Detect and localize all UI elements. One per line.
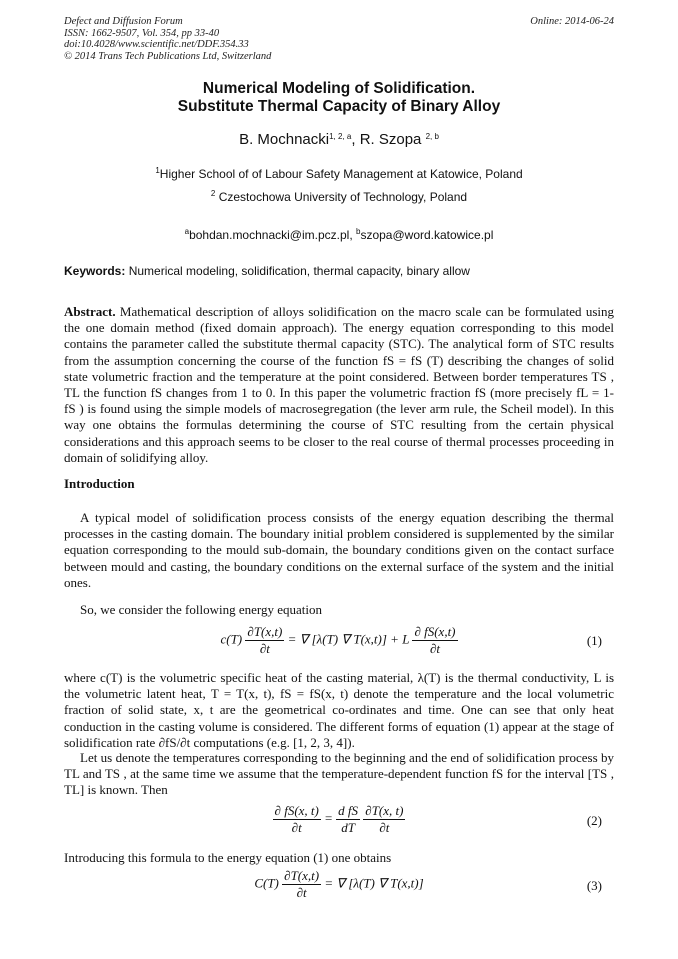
aff2-text: Czestochowa University of Technology, Poland [218, 190, 468, 204]
eq2-b-num: d fS [338, 803, 359, 818]
email-b[interactable]: szopa@word.katowice.pl [360, 228, 494, 242]
eq1-lhs-den: ∂t [259, 641, 270, 656]
keywords-text: Numerical modeling, solidification, thermal capacity, binary allow [125, 264, 470, 278]
paragraph-introducing: Introducing this formula to the energy equation (1) one obtains [64, 850, 392, 865]
eq2-b-den: dT [341, 820, 355, 835]
author-2: R. Szopa [359, 131, 422, 148]
issn-line: ISSN: 1662-9507, Vol. 354, pp 33-40 [64, 27, 220, 39]
eq2-fraction-b [336, 803, 360, 836]
aff2-sup: 2 [210, 189, 216, 198]
eq2-fraction-a [273, 803, 321, 836]
abstract [64, 304, 614, 466]
author-1-sup: 1, 2, a [329, 132, 352, 141]
equation-2-number: (2) [586, 813, 602, 828]
eq2-a-den: ∂t [291, 820, 302, 835]
eq2-c-num: ∂T(x, t) [365, 803, 404, 818]
eq3-rhs: = ∇ [λ(T) ∇ T(x,t)] [324, 875, 424, 891]
eq2-a-num: ∂ fS(x, t) [274, 803, 319, 818]
journal-header [64, 16, 271, 62]
eq2-equals: = [324, 810, 337, 826]
paragraph-after-eq1: where c(T) is the volumetric specific heat of the casting material, λ(T) is the thermal conductivity, L is the volumetric latent heat, T = T(x, t), fS = fS(x, t) denote the temperature and the local volumetric fraction of solid state, x, t are the geometrical co-ordinates and time. One can see that only heat conduction in the casting volume is considered. The different forms of equation (1) appear at the stage of solidification rate ∂fS/∂t computations (e.g. [1, 2, 3, 4]). [64, 670, 614, 750]
eq1-middle: = ∇ [λ(T) ∇ T(x,t)] + L [287, 631, 410, 647]
eq1-rhs-den: ∂t [429, 641, 440, 656]
doi-line: doi:10.4028/www.scientific.net/DDF.354.33 [64, 39, 249, 50]
keywords [64, 264, 616, 278]
eq3-lhs-fraction [282, 868, 321, 901]
aff1-sup: 1 [155, 166, 160, 175]
journal-name: Defect and Diffusion Forum [64, 16, 183, 27]
eq3-lhs-prefix: C(T) [254, 875, 279, 891]
eq2-fraction-c [363, 803, 405, 836]
eq1-lhs-num: ∂T(x,t) [247, 624, 283, 639]
intro-paragraph-2: So, we consider the following energy equation [80, 602, 323, 617]
author-separator: , [351, 131, 360, 148]
equation-3 [64, 868, 614, 901]
author-1: B. Mochnacki [239, 131, 330, 148]
affiliation-1 [0, 167, 678, 181]
intro-paragraph-1: A typical model of solidification process consists of the energy equation describing the thermal processes in the casting domain. The boundary initial problem considered is supplemented by the similar equation corresponding to the mould sub-domain, the boundary conditions given on the contact surface between mould and casting, the boundary conditions on the external surface of the system and the initial ones. [64, 510, 614, 590]
aff1-text: Higher School of of Labour Safety Management at Katowice, Poland [159, 167, 523, 181]
eq1-rhs-fraction [412, 624, 457, 657]
email-line [0, 228, 678, 242]
paper-title [0, 80, 678, 116]
section-heading-introduction: Introduction [64, 476, 135, 491]
keywords-label: Keywords: [64, 264, 126, 278]
eq1-lhs-prefix: c(T) [220, 631, 243, 647]
abstract-text: Mathematical description of alloys solidification on the macro scale can be formulated using the one domain method (fixed domain approach). The energy equation corresponding to this model contains the parameter called the substitute thermal capacity (STC). The analytical form of STC results from the assumption concerning the course of the function fS = fS (T) describing the changes of solid state volumetric fraction and the temperature at the point considered. Between border temperatures TS , TL the function fS changes from 1 to 0. In this paper the volumetric fraction fS (more precisely fL = 1- fS ) is found using the simple models of macrosegregation (the lever arm rule, the Scheil model). In this way one obtains the formulas determining the course of STC resulting from the certain physical considerations and this approach seems to be closer to the real course of thermal processes proceeding in domain of solidifying alloy. [64, 304, 614, 465]
affiliation-2 [0, 190, 678, 204]
online-date: Online: 2014-06-24 [530, 16, 614, 27]
equation-2 [64, 803, 614, 836]
email-b-sup: b [356, 227, 361, 236]
eq1-rhs-num: ∂ fS(x,t) [414, 624, 456, 639]
eq3-lhs-den: ∂t [296, 885, 307, 900]
author-list [0, 131, 678, 148]
eq2-c-den: ∂t [379, 820, 390, 835]
title-line-2: Substitute Thermal Capacity of Binary Alloy [177, 98, 501, 115]
abstract-label: Abstract. [64, 304, 116, 319]
email-a[interactable]: bohdan.mochnacki@im.pcz.pl, [189, 228, 356, 242]
author-2-sup: 2, b [425, 132, 439, 141]
email-a-sup: a [184, 227, 190, 236]
eq3-lhs-num: ∂T(x,t) [284, 868, 320, 883]
eq1-lhs-fraction [245, 624, 284, 657]
paragraph-let-us: Let us denote the temperatures corresponding to the beginning and the end of solidification process by TL and TS , at the same time we assume that the temperature-dependent function fS for the interval [TS , TL] is known. Then [64, 750, 614, 798]
equation-1 [64, 624, 614, 657]
equation-3-number: (3) [586, 878, 602, 893]
title-line-1: Numerical Modeling of Solidification. [202, 80, 476, 97]
equation-1-number: (1) [586, 633, 602, 648]
copyright-line: © 2014 Trans Tech Publications Ltd, Switzerland [64, 50, 272, 62]
